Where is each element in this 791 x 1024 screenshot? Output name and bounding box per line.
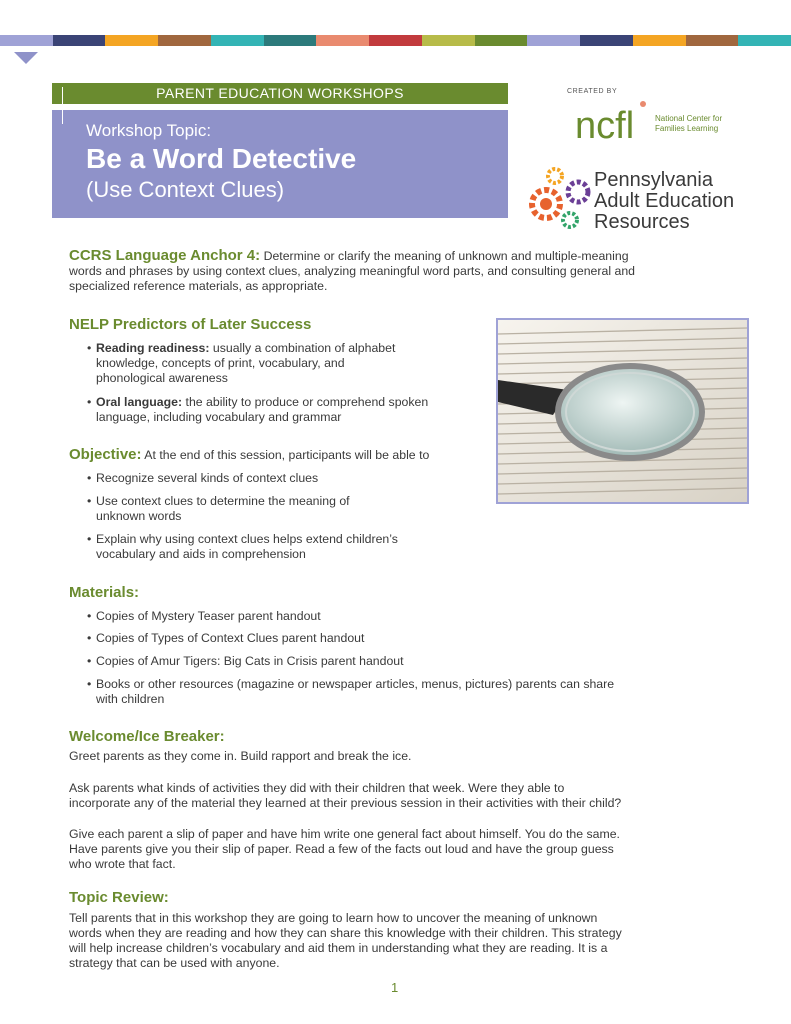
pa-line: Resources (594, 211, 690, 233)
objective-intro (69, 447, 489, 463)
ncfl-dot (640, 101, 646, 107)
list-item (96, 395, 486, 425)
workshops-band (52, 83, 508, 104)
ncfl-name-line: Families Learning (655, 124, 719, 133)
created-by-label: CREATED BY (567, 88, 618, 95)
bullet-text: phonological awareness (96, 371, 228, 385)
paragraph-line: will help increase children’s vocabulary and aid them in understanding what they are reading. It is a (69, 941, 608, 955)
bullet-text: the ability to produce or comprehend spoken (185, 395, 429, 409)
pa-line: Pennsylvania (594, 169, 713, 191)
magnifier-lens (558, 366, 702, 458)
list-item: • Copies of Types of Context Clues parent handout (96, 631, 364, 646)
bullet-text: language, including vocabulary and grammar (96, 410, 342, 424)
ccrs-text: specialized reference materials, as appropriate. (69, 279, 328, 293)
paragraph-line: Tell parents that in this workshop they are going to learn how to uncover the meaning of unknown (69, 911, 598, 925)
stripe-segment (158, 35, 211, 46)
topic-banner (52, 110, 508, 218)
paragraph-line: Ask parents what kinds of activities they did with their children that week. Were they able to (69, 781, 565, 795)
bullet-text: with children (96, 692, 165, 706)
paragraph-line: Give each parent a slip of paper and have him write one general fact about himself. You do the same. (69, 827, 620, 841)
pa-line: Adult Education (594, 190, 735, 212)
page-title: Be a Word Detective (86, 143, 357, 174)
triangle-marker-icon (14, 52, 38, 64)
list-item (96, 532, 486, 562)
magnifier-icon (498, 320, 747, 502)
topic-review-heading: Topic Review: (69, 889, 169, 906)
ncfl-mark-icon (573, 92, 663, 150)
list-item: • Copies of Mystery Teaser parent handout (96, 609, 321, 624)
stripe-segment (580, 35, 633, 46)
band-label: PARENT EDUCATION WORKSHOPS (156, 85, 404, 101)
color-stripe (0, 35, 791, 46)
paragraph-line: Have parents give you their slip of paper. Read a few of the facts out loud and have the group guess (69, 842, 614, 856)
list-item: • Copies of Amur Tigers: Big Cats in Crisis parent handout (96, 654, 404, 669)
stripe-segment (422, 35, 475, 46)
bullet-term: Reading readiness: (96, 341, 210, 355)
paragraph-line: who wrote that fact. (69, 857, 176, 871)
welcome-paragraph (69, 827, 759, 872)
list-item (96, 677, 736, 707)
bullet-text: knowledge, concepts of print, vocabulary, and (96, 356, 345, 370)
paragraph-line: words when they are reading and how they can share this knowledge with their children. This strategy (69, 926, 622, 940)
objective-heading: Objective: (69, 446, 142, 463)
list-item (96, 341, 486, 386)
ncfl-org-name (655, 114, 722, 134)
gear-green (563, 213, 577, 227)
materials-heading: Materials: (69, 584, 140, 601)
stripe-segment (264, 35, 317, 46)
pa-resources-logo (524, 164, 764, 238)
welcome-paragraph: Greet parents as they come in. Build rapport and break the ice. (69, 749, 412, 763)
page-number: 1 (391, 980, 399, 995)
paragraph-line: incorporate any of the material they learned at their previous session in their activities with their child? (69, 796, 622, 810)
nelp-heading: NELP Predictors of Later Success (69, 316, 312, 333)
bullet-text: • Explain why using context clues helps extend children’s (96, 532, 398, 546)
stripe-segment (369, 35, 422, 46)
ccrs-paragraph (69, 248, 749, 294)
list-item (96, 494, 486, 524)
stripe-segment (633, 35, 686, 46)
pa-logo-text (594, 170, 734, 233)
paragraph-line: strategy that can be used with anyone. (69, 956, 280, 970)
welcome-heading: Welcome/Ice Breaker: (69, 728, 225, 745)
stripe-segment (316, 35, 369, 46)
banner-divider (62, 104, 63, 124)
stripe-segment (53, 35, 106, 46)
stripe-segment (475, 35, 528, 46)
list-item: • Recognize several kinds of context clues (96, 471, 318, 486)
stripe-segment (527, 35, 580, 46)
bullet-term: Oral language: (96, 395, 183, 409)
page-subtitle: (Use Context Clues) (86, 177, 285, 202)
gear-purple (568, 182, 588, 202)
topic-review-paragraph (69, 911, 759, 971)
bullet-text: usually a combination of alphabet (212, 341, 396, 355)
ncfl-mark-text: ncfl (575, 105, 635, 147)
ccrs-text: Determine or clarify the meaning of unknown and multiple-meaning (263, 249, 629, 263)
ncfl-logo (565, 84, 745, 150)
bullet-text: vocabulary and aids in comprehension (96, 547, 306, 561)
objective-text: At the end of this session, participants will be able to (144, 448, 430, 462)
welcome-paragraph (69, 781, 759, 811)
gear-orange-hub (540, 198, 552, 210)
stripe-segment (686, 35, 739, 46)
stripe-segment (211, 35, 264, 46)
gears-icon (524, 164, 594, 238)
ccrs-heading: CCRS Language Anchor 4: (69, 247, 261, 264)
bullet-text: • Use context clues to determine the meaning of (96, 494, 350, 508)
stripe-segment (738, 35, 791, 46)
stripe-segment (0, 35, 53, 46)
bullet-text: unknown words (96, 509, 182, 523)
ccrs-text: words and phrases by using context clues, analyzing meaningful word parts, and consulting general and (69, 264, 635, 278)
stripe-segment (105, 35, 158, 46)
topic-kicker: Workshop Topic: (86, 121, 212, 140)
gear-yellow (548, 169, 562, 183)
bullet-text: • Books or other resources (magazine or newspaper articles, menus, pictures) parents can share (96, 677, 615, 691)
ncfl-name-line: National Center for (655, 114, 723, 123)
magnifying-glass-photo (496, 318, 749, 504)
